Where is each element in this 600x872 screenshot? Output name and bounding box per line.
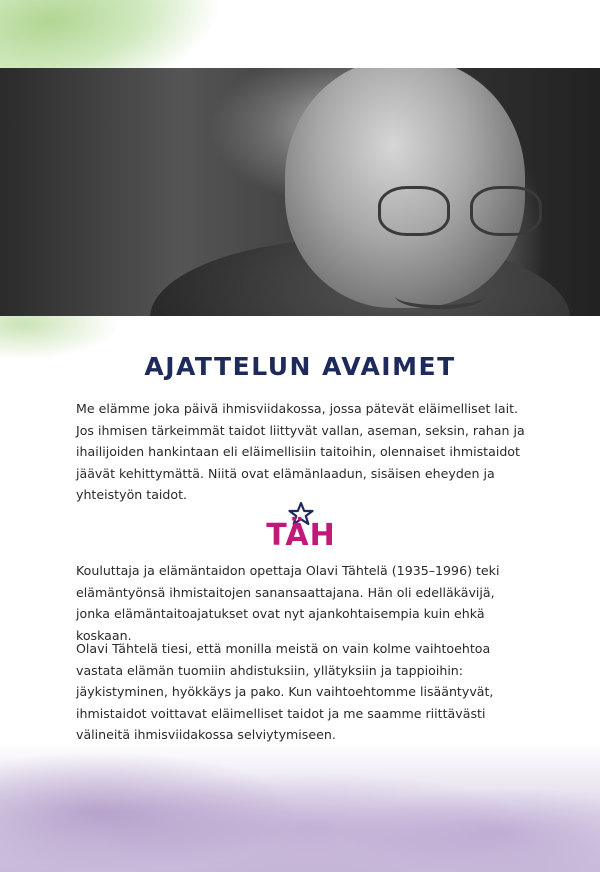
portrait-photo [0,68,600,316]
page-title: AJATTELUN AVAIMET [144,352,456,381]
portrait-glasses [378,186,548,232]
logo-text: TÄH [266,518,336,553]
tah-logo [266,502,336,556]
intro-paragraph: Me elämme joka päivä ihmisviidakossa, jossa pätevät eläimelliset lait. Jos ihmisen tärkeimmät taidot liittyvät vallan, aseman, seksin, rahan ja ihailijoiden hankintaan eli eläimellisiin taitoihin, olennaiset ihmistaidot jäävät kehittymättä. Niitä ovat elämänlaadun, sisäisen eheyden ja yhteistyön taidot. [76,401,525,502]
portrait-smile [395,283,485,309]
bio-paragraph: Kouluttaja ja elämäntaidon opettaja Olavi Tähtelä (1935–1996) teki elämäntyönsä ihmistaitojen sanansaattajana. Hän oli edelläkävijä, jonka elämäntaitoajatukset ovat nyt ajankohtaisempia kuin ehkä koskaan. [76,563,500,643]
closing-paragraph: Olavi Tähtelä tiesi, että monilla meistä on vain kolme vaihtoehtoa vastata elämän tuomiin ahdistuksiin, yllätyksiin ja tappioihin: jäykistyminen, hyökkäys ja pako. Kun vaihtoehtomme lisääntyvät, ihmistaidot voittavat eläimelliset taidot ja me saamme riittävästi välineitä ihmisviidakossa selviytymiseen. [76,641,494,742]
purple-watercolor-wash [0,742,600,872]
